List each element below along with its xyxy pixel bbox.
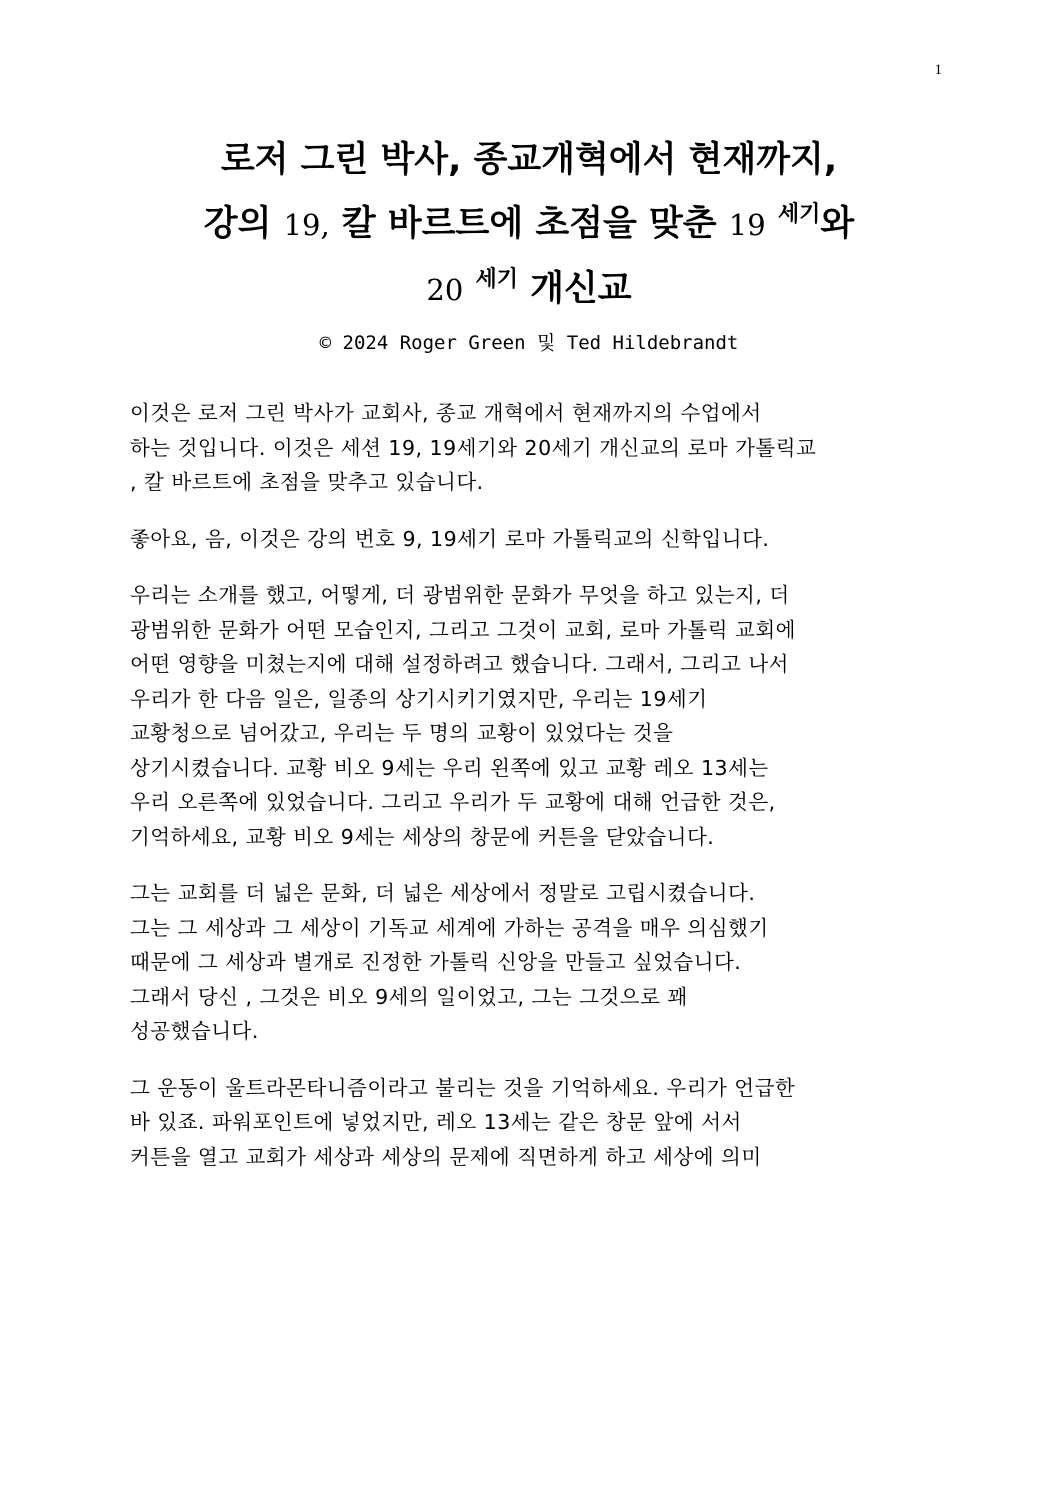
text-line: 기억하세요, 교황 비오 9세는 세상의 창문에 커튼을 닫았습니다. [130, 824, 715, 849]
text-line: 어떤 영향을 미쳤는지에 대해 설정하려고 했습니다. 그래서, 그리고 나서 [130, 652, 789, 676]
text-line: 우리 오른쪽에 있었습니다. 그리고 우리가 두 교황에 대해 언급한 것은, [130, 790, 776, 814]
body-text [130, 396, 940, 1196]
title-number: 20 [426, 273, 464, 307]
text-line: 교황청으로 넘어갔고, 우리는 두 명의 교황이 있었다는 것을 [130, 721, 674, 745]
paragraph-5 [130, 1071, 940, 1175]
text-line: 광범위한 문화가 어떤 모습인지, 그리고 그것이 교회, 로마 가톨릭 교회에 [130, 617, 796, 642]
title-number: 19, [283, 208, 330, 242]
text-line: 그 운동이 울트라몬타니즘이라고 불리는 것을 기억하세요. 우리가 언급한 [130, 1075, 796, 1100]
text-line: 커튼을 열고 교회가 세상과 세상의 문제에 직면하게 하고 세상에 의미 [130, 1144, 762, 1169]
text-line: 우리는 소개를 했고, 어떻게, 더 광범위한 문화가 무엇을 하고 있는지, 더 [130, 583, 790, 607]
text-line: 때문에 그 세상과 별개로 진정한 가톨릭 신앙을 만들고 싶었습니다. [130, 950, 742, 974]
paragraph-4 [130, 876, 940, 1049]
title-line-2 [60, 192, 998, 257]
title-text: 강의 [203, 204, 272, 244]
paragraph-3 [130, 578, 940, 854]
text-line: 하는 것입니다. 이것은 세션 19, 19세기와 20세기 개신교의 로마 가톨릭교 [130, 435, 817, 460]
text-line: 상기시켰습니다. 교황 비오 9세는 우리 왼쪽에 있고 교황 레오 13세는 [130, 755, 769, 780]
text-line: 그는 교회를 더 넓은 문화, 더 넓은 세상에서 정말로 고립시켰습니다. [130, 881, 756, 905]
paragraph-1 [130, 396, 940, 500]
copyright-line: © 2024 Roger Green 및 Ted Hildebrandt [319, 332, 739, 354]
title-superscript: 세기 [475, 267, 518, 292]
text-line: 그는 그 세상과 그 세상이 기독교 세계에 가하는 공격을 매우 의심했기 [130, 915, 769, 940]
text-line: 그래서 당신 , 그것은 비오 9세의 일이었고, 그는 그것으로 꽤 [130, 984, 688, 1009]
paragraph-2 [130, 522, 940, 557]
page-number: 1 [934, 62, 942, 78]
text-line: 좋아요, 음, 이것은 강의 번호 9, 19세기 로마 가톨릭교의 신학입니다. [130, 526, 770, 551]
title-text: 와 [820, 204, 855, 244]
title-line-3 [60, 257, 998, 322]
document-title [60, 128, 998, 322]
title-text: 칼 바르트에 초점을 맞춘 [341, 204, 717, 244]
title-line-1: 로저 그린 박사, 종교개혁에서 현재까지, [220, 140, 838, 180]
text-line: 이것은 로저 그린 박사가 교회사, 종교 개혁에서 현재까지의 수업에서 [130, 401, 762, 425]
text-line: 우리가 한 다음 일은, 일종의 상기시키기였지만, 우리는 19세기 [130, 686, 708, 711]
title-superscript: 세기 [777, 202, 821, 227]
text-line: 성공했습니다. [130, 1019, 259, 1043]
title-text: 개신교 [530, 269, 632, 309]
text-line: 바 있죠. 파워포인트에 넣었지만, 레오 13세는 같은 창문 앞에 서서 [130, 1110, 742, 1134]
text-line: , 칼 바르트에 초점을 맞추고 있습니다. [130, 470, 484, 494]
title-number: 19 [728, 208, 766, 242]
